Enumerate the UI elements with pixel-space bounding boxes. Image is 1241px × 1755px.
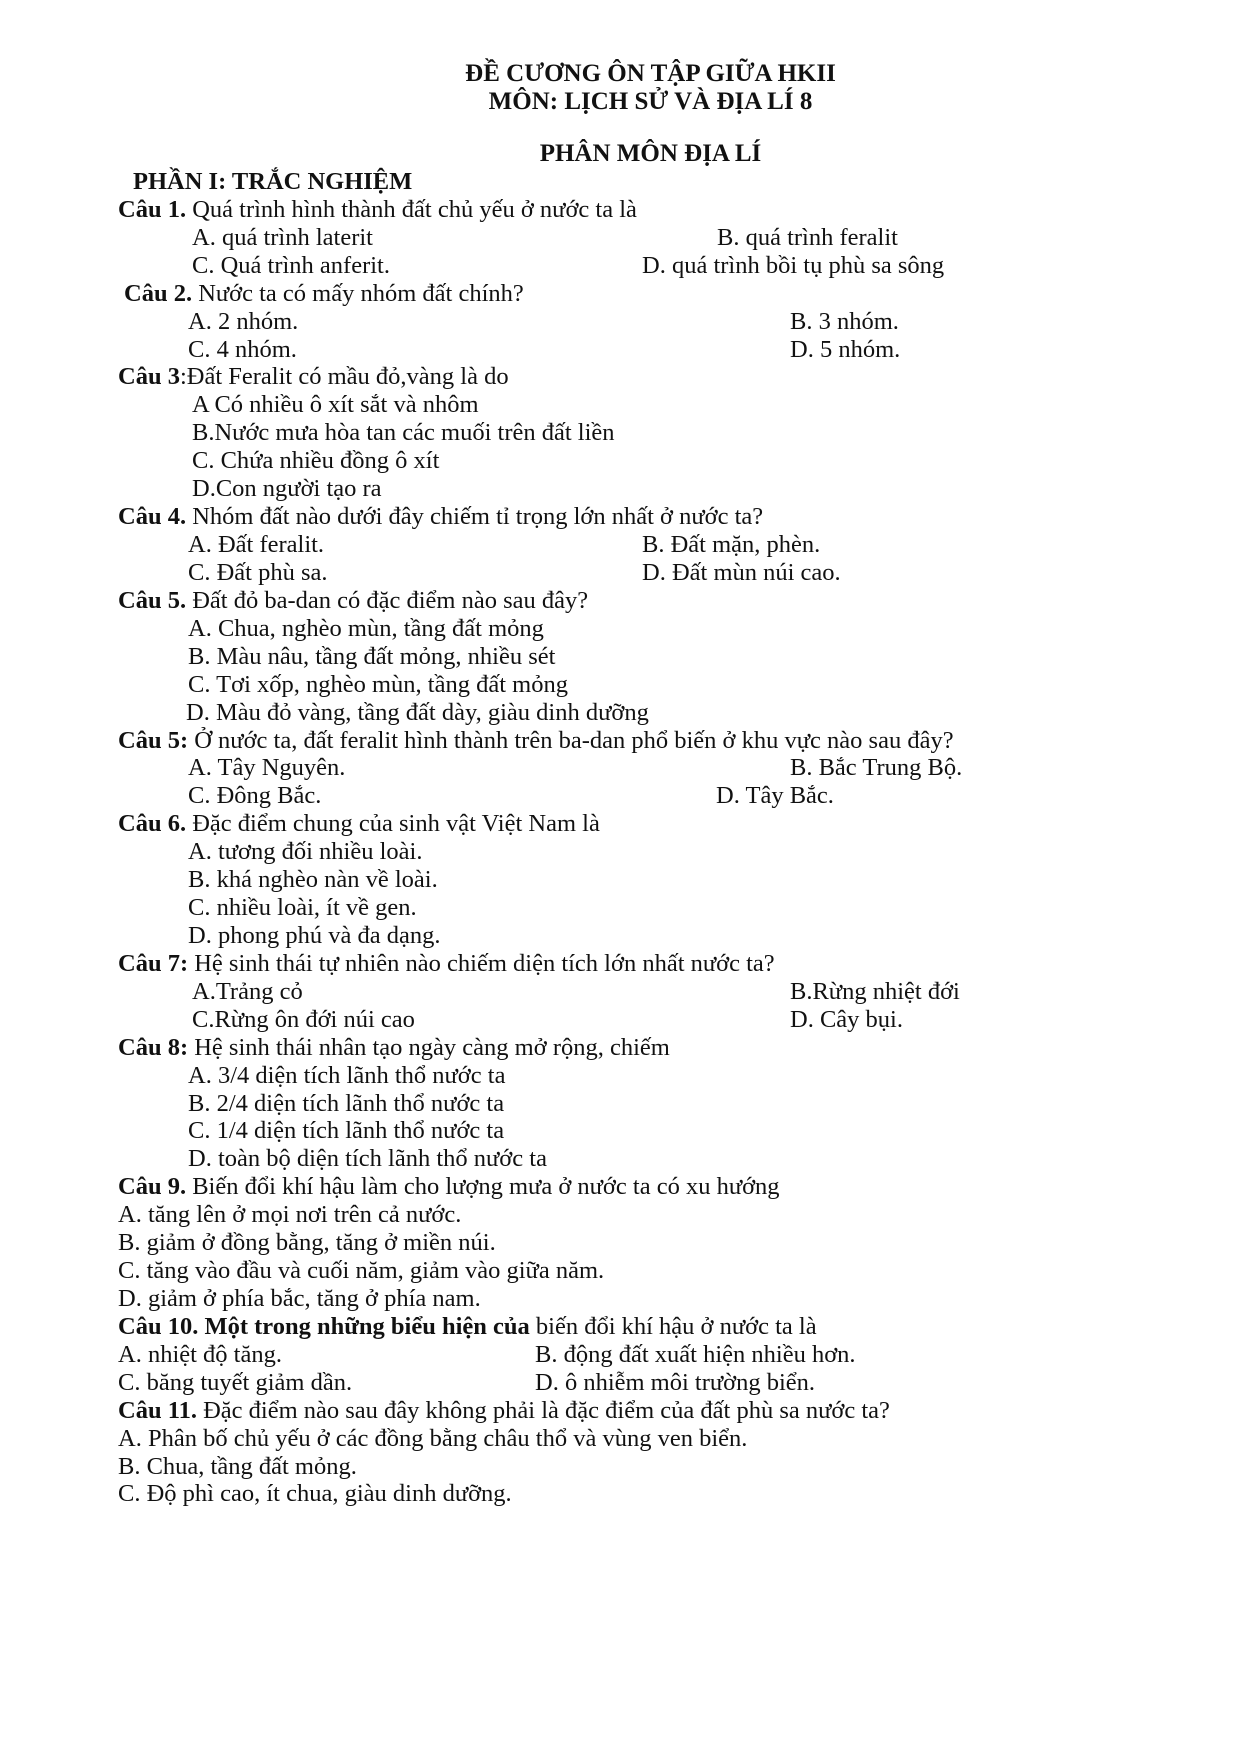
question-2 — [124, 278, 524, 309]
question-text: Đặc điểm nào sau đây không phải là đặc điểm của đất phù sa nước ta? — [196, 1397, 890, 1424]
q10-option-c: C. băng tuyết giảm dần. — [118, 1369, 353, 1396]
q10-option-d: D. ô nhiễm môi trường biển. — [535, 1369, 816, 1396]
q2-option-a: A. 2 nhóm. — [188, 308, 299, 335]
q1-option-d: D. quá trình bồi tụ phù sa sông — [642, 252, 945, 279]
q10-option-b: B. động đất xuất hiện nhiều hơn. — [535, 1341, 856, 1368]
subject-section-heading: PHÂN MÔN ĐỊA LÍ — [539, 140, 762, 167]
q9-option-b: B. giảm ở đồng bằng, tăng ở miền núi. — [118, 1229, 496, 1256]
q8-option-d: D. toàn bộ diện tích lãnh thổ nước ta — [188, 1145, 547, 1172]
question-label: Câu 2. — [124, 280, 193, 307]
question-label: Câu 4. — [118, 503, 187, 530]
question-label: Câu 1. — [118, 196, 187, 223]
question-5a — [118, 585, 588, 616]
question-6 — [118, 808, 600, 839]
q7-option-b: B.Rừng nhiệt đới — [790, 978, 960, 1005]
question-4 — [118, 501, 763, 532]
question-label: Câu 6. — [118, 810, 187, 837]
q11-option-b: B. Chua, tầng đất mỏng. — [118, 1453, 357, 1480]
q5a-option-c: C. Tơi xốp, nghèo mùn, tầng đất mỏng — [188, 671, 568, 698]
question-8 — [118, 1032, 670, 1063]
q11-option-c: C. Độ phì cao, ít chua, giàu dinh dưỡng. — [118, 1480, 512, 1507]
q6-option-c: C. nhiều loài, ít về gen. — [188, 894, 417, 921]
question-label: Câu 8: — [118, 1034, 189, 1061]
q1-option-c: C. Quá trình anferit. — [192, 252, 390, 279]
q2-option-d: D. 5 nhóm. — [790, 336, 901, 363]
question-1 — [118, 194, 637, 225]
q4-option-b: B. Đất mặn, phèn. — [642, 531, 821, 558]
q2-option-b: B. 3 nhóm. — [790, 308, 899, 335]
question-label: Câu 11. — [118, 1397, 197, 1424]
q2-option-c: C. 4 nhóm. — [188, 336, 297, 363]
question-label: Câu 5: — [118, 727, 189, 754]
q6-option-a: A. tương đối nhiều loài. — [188, 838, 423, 865]
question-7 — [118, 948, 775, 979]
q9-option-a: A. tăng lên ở mọi nơi trên cả nước. — [118, 1201, 462, 1228]
part-heading: PHẦN I: TRẮC NGHIỆM — [133, 168, 413, 195]
question-label: Câu 5. — [118, 587, 187, 614]
document-subtitle: MÔN: LỊCH SỬ VÀ ĐỊA LÍ 8 — [488, 88, 813, 115]
question-text: biến đổi khí hậu ở nước ta là — [529, 1313, 817, 1340]
q6-option-b: B. khá nghèo nàn về loài. — [188, 866, 438, 893]
q4-option-d: D. Đất mùn núi cao. — [642, 559, 841, 586]
q5a-option-d: D. Màu đỏ vàng, tầng đất dày, giàu dinh dưỡng — [186, 699, 649, 726]
q3-option-a: A Có nhiều ô xít sắt và nhôm — [192, 391, 479, 418]
q8-option-c: C. 1/4 diện tích lãnh thổ nước ta — [188, 1117, 505, 1144]
question-text: Biến đổi khí hậu làm cho lượng mưa ở nước ta có xu hướng — [186, 1173, 780, 1200]
q5a-option-a: A. Chua, nghèo mùn, tầng đất mỏng — [188, 615, 544, 642]
question-text: Quá trình hình thành đất chủ yếu ở nước ta là — [186, 196, 637, 223]
q5b-option-b: B. Bắc Trung Bộ. — [790, 754, 963, 781]
q4-option-a: A. Đất feralit. — [188, 531, 325, 558]
question-text: Hệ sinh thái tự nhiên nào chiếm diện tích lớn nhất nước ta? — [188, 950, 775, 977]
q1-option-a: A. quá trình laterit — [192, 224, 373, 251]
q8-option-a: A. 3/4 diện tích lãnh thổ nước ta — [188, 1062, 506, 1089]
question-10 — [118, 1311, 817, 1342]
question-text: Đất đỏ ba-dan có đặc điểm nào sau đây? — [186, 587, 589, 614]
q5b-option-a: A. Tây Nguyên. — [188, 754, 346, 781]
q3-option-d: D.Con người tạo ra — [192, 475, 382, 502]
q7-option-a: A.Trảng cỏ — [192, 978, 303, 1005]
q9-option-c: C. tăng vào đầu và cuối năm, giảm vào giữa năm. — [118, 1257, 605, 1284]
question-label: Câu 7: — [118, 950, 189, 977]
document-title: ĐỀ CƯƠNG ÔN TẬP GIỮA HKII — [465, 60, 836, 87]
q10-option-a: A. nhiệt độ tăng. — [118, 1341, 282, 1368]
question-label: Câu 3 — [118, 363, 180, 390]
question-11 — [118, 1395, 890, 1426]
q8-option-b: B. 2/4 diện tích lãnh thổ nước ta — [188, 1090, 505, 1117]
q7-option-d: D. Cây bụi. — [790, 1006, 903, 1033]
question-9 — [118, 1171, 780, 1202]
question-text: :Đất Feralit có mầu đỏ,vàng là do — [179, 363, 509, 390]
q1-option-b: B. quá trình feralit — [717, 224, 898, 251]
question-text: Nước ta có mấy nhóm đất chính? — [192, 280, 524, 307]
question-text: Hệ sinh thái nhân tạo ngày càng mở rộng, chiếm — [188, 1034, 670, 1061]
q9-option-d: D. giảm ở phía bắc, tăng ở phía nam. — [118, 1285, 481, 1312]
question-text: Đặc điểm chung của sinh vật Việt Nam là — [186, 810, 600, 837]
q3-option-b: B.Nước mưa hòa tan các muối trên đất liền — [192, 419, 615, 446]
question-label: Câu 10. Một trong những biểu hiện của — [118, 1313, 530, 1340]
q3-option-c: C. Chứa nhiều đồng ô xít — [192, 447, 440, 474]
q11-option-a: A. Phân bố chủ yếu ở các đồng bằng châu thổ và vùng ven biển. — [118, 1425, 748, 1452]
q5b-option-c: C. Đông Bắc. — [188, 782, 322, 809]
q4-option-c: C. Đất phù sa. — [188, 559, 328, 586]
q5a-option-b: B. Màu nâu, tầng đất mỏng, nhiều sét — [188, 643, 556, 670]
q6-option-d: D. phong phú và đa dạng. — [188, 922, 441, 949]
question-text: Ở nước ta, đất feralit hình thành trên ba-dan phổ biến ở khu vực nào sau đây? — [188, 727, 954, 754]
q7-option-c: C.Rừng ôn đới núi cao — [192, 1006, 415, 1033]
q5b-option-d: D. Tây Bắc. — [716, 782, 834, 809]
question-text: Nhóm đất nào dưới đây chiếm tỉ trọng lớn nhất ở nước ta? — [186, 503, 764, 530]
question-3 — [118, 361, 509, 392]
question-label: Câu 9. — [118, 1173, 187, 1200]
